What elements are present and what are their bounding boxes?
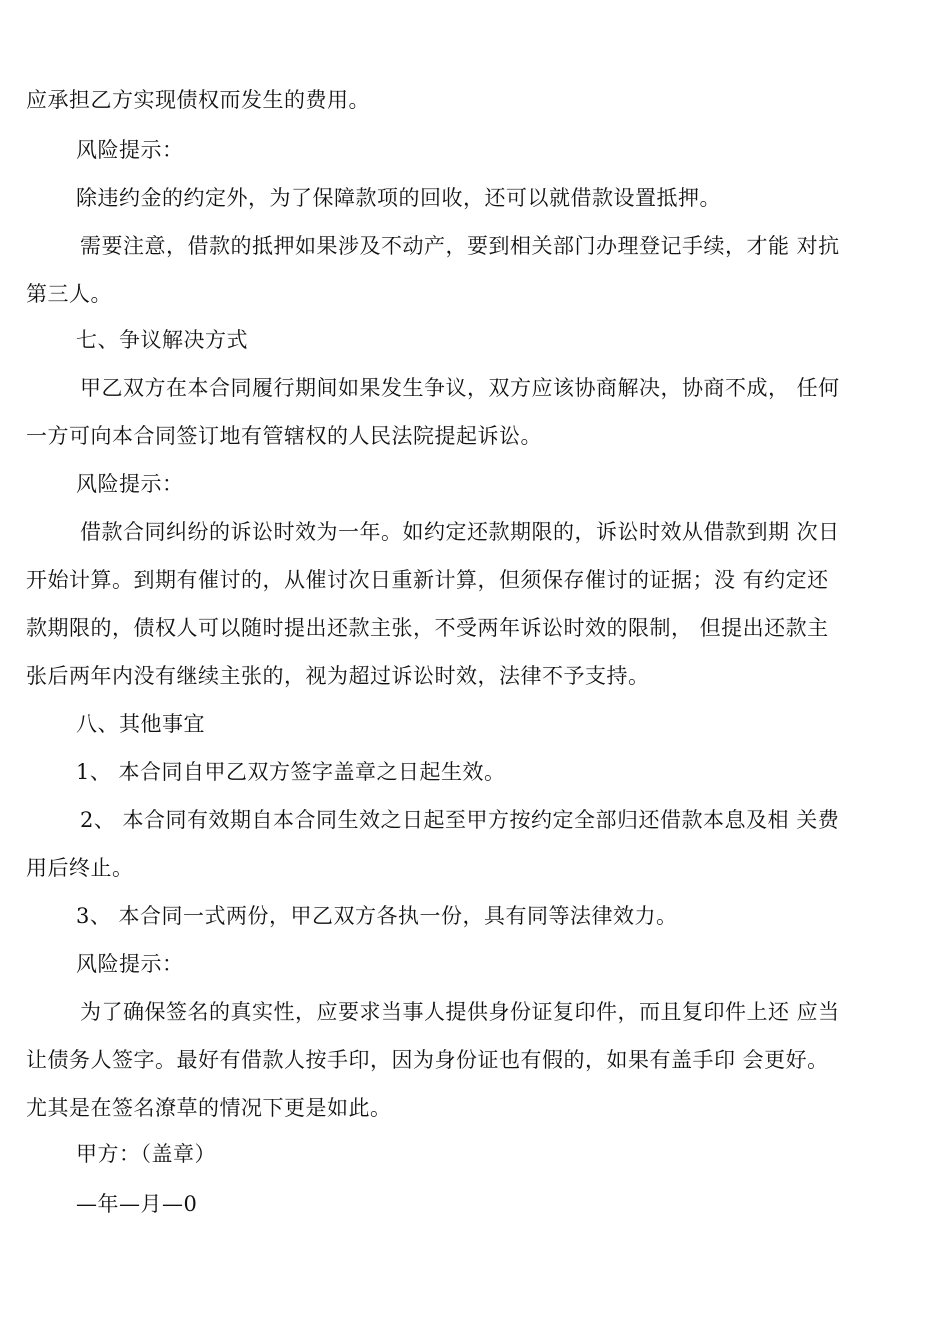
text-line: 应承担乙方实现债权而发生的费用。: [26, 88, 370, 112]
text-line: 借款合同纠纷的诉讼时效为一年。如约定还款期限的，诉讼时效从借款到期 次日: [80, 520, 840, 544]
text-line: 开始计算。到期有催讨的，从催讨次日重新计算，但须保存催讨的证据；没 有约定还: [26, 568, 829, 592]
text-line: 甲乙双方在本合同履行期间如果发生争议，双方应该协商解决，协商不成， 任何: [80, 376, 840, 400]
section-heading: 七、争议解决方式: [76, 328, 248, 352]
section-heading: 风险提示：: [76, 472, 184, 496]
date-line: —年—月—0: [76, 1192, 198, 1216]
list-item: 1、 本合同自甲乙双方签字盖章之日起生效。: [76, 760, 506, 784]
section-heading: 八、其他事宜: [76, 712, 205, 736]
text-line: 第三人。: [26, 282, 112, 306]
text-line: 一方可向本合同签订地有管辖权的人民法院提起诉讼。: [26, 424, 542, 448]
list-item: 2、 本合同有效期自本合同生效之日起至甲方按约定全部归还借款本息及相 关费: [80, 808, 840, 832]
section-heading: 风险提示：: [76, 138, 184, 162]
text-line: 用后终止。: [26, 856, 134, 880]
text-line: 款期限的，债权人可以随时提出还款主张，不受两年诉讼时效的限制， 但提出还款主: [26, 616, 829, 640]
text-line: 让债务人签字。最好有借款人按手印，因为身份证也有假的，如果有盖手印 会更好。: [26, 1048, 829, 1072]
text-line: 尤其是在签名潦草的情况下更是如此。: [26, 1096, 392, 1120]
text-line: 为了确保签名的真实性，应要求当事人提供身份证复印件，而且复印件上还 应当: [80, 1000, 840, 1024]
text-line: 除违约金的约定外，为了保障款项的回收，还可以就借款设置抵押。: [76, 186, 721, 210]
text-line: 张后两年内没有继续主张的，视为超过诉讼时效，法律不予支持。: [26, 664, 650, 688]
party-a-signature-label: 甲方：（盖章）: [76, 1142, 216, 1166]
list-item: 3、 本合同一式两份，甲乙双方各执一份，具有同等法律效力。: [76, 904, 678, 928]
section-heading: 风险提示：: [76, 952, 184, 976]
text-line: 需要注意，借款的抵押如果涉及不动产，要到相关部门办理登记手续，才能 对抗: [80, 234, 840, 258]
